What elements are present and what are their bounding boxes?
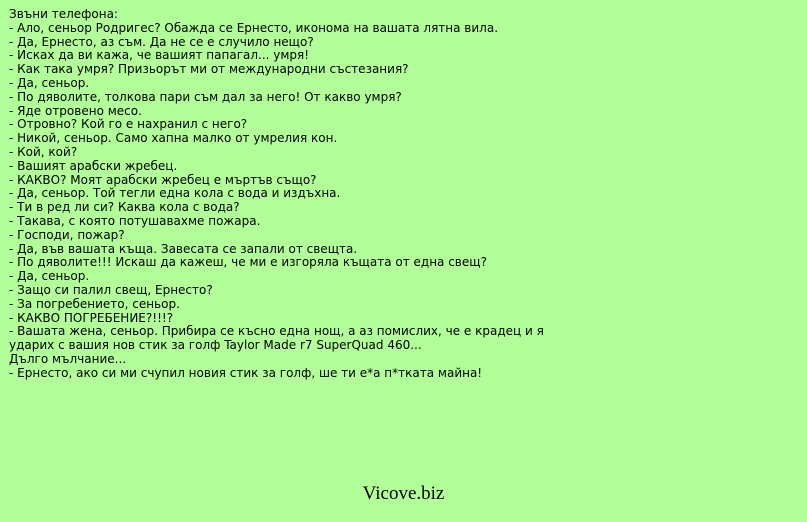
joke-line: - Ало, сеньор Родригес? Обажда се Ернесто, иконома на вашата лятна вила. <box>9 20 499 35</box>
joke-line: - По дяволите!!! Искаш да кажеш, че ми е изгоряла къщата от една свещ? <box>9 255 487 270</box>
joke-line: - Вашата жена, сеньор. Прибира се късно една нощ, а аз помислих, че е крадец и я <box>9 324 544 339</box>
joke-text <box>9 8 799 381</box>
joke-line: Дълго мълчание... <box>9 351 127 366</box>
joke-line: - Ти в ред ли си? Каква кола с вода? <box>9 200 240 215</box>
joke-line: - Такава, с която потушавахме пожара. <box>9 213 261 228</box>
joke-line: - Да, сеньор. Той тегли една кола с вода и издъхна. <box>9 186 341 201</box>
joke-line: - Яде отровено месо. <box>9 103 142 118</box>
joke-line: - КАКВО? Моят арабски жребец е мъртъв също? <box>9 172 317 187</box>
joke-line: - Защо си палил свещ, Ернесто? <box>9 282 213 297</box>
joke-line: - По дяволите, толкова пари съм дал за него! От какво умря? <box>9 89 402 104</box>
joke-line: - Исках да ви кажа, че вашият папагал... умря! <box>9 48 310 63</box>
joke-line: - Ернесто, ако си ми счупил новия стик за голф, ше ти е*а п*тката майна! <box>9 365 483 380</box>
joke-line: - Да, във вашата къща. Завесата се запали от свещта. <box>9 241 358 256</box>
joke-line: - Кой, кой? <box>9 144 78 159</box>
joke-line: - Никой, сеньор. Само хапна малко от умрелия кон. <box>9 131 338 146</box>
joke-line: - Господи, пожар? <box>9 227 125 242</box>
joke-line: ударих с вашия нов стик за голф Taylor Made r7 SuperQuad 460... <box>9 338 422 353</box>
joke-line: - Да, сеньор. <box>9 269 90 284</box>
joke-line: Звъни телефона: <box>9 7 118 21</box>
site-name: Vicove.biz <box>362 483 445 504</box>
joke-line: - КАКВО ПОГРЕБЕНИЕ?!!!? <box>9 310 174 325</box>
joke-line: - Как така умря? Призьорът ми от международни състезания? <box>9 62 409 77</box>
joke-line: - Да, Ернесто, аз съм. Да не се е случило нещо? <box>9 34 314 49</box>
joke-line: - За погребението, сеньор. <box>9 296 180 311</box>
joke-line: - Отровно? Кой го е нахранил с него? <box>9 117 248 132</box>
joke-line: - Да, сеньор. <box>9 75 90 90</box>
joke-line: - Вашият арабски жребец. <box>9 158 178 173</box>
